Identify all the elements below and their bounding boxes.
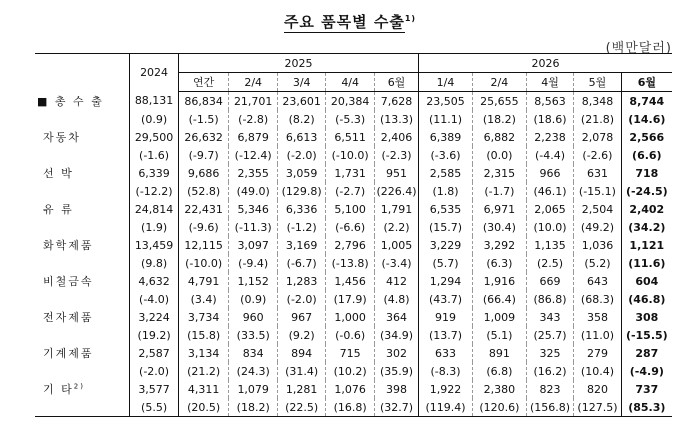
header-year-2026: 2026	[419, 54, 672, 73]
export-value-cell: 1,005	[374, 236, 418, 254]
export-value-cell: 12,115	[178, 236, 229, 254]
growth-rate-cell: (-1.2)	[277, 218, 325, 236]
growth-rate-cell: (-12.4)	[229, 146, 277, 164]
export-value-cell: 6,613	[277, 128, 325, 146]
row-label	[35, 164, 130, 182]
row-label	[35, 236, 130, 254]
export-value-cell: 4,632	[130, 272, 178, 290]
growth-rate-cell: (-2.8)	[229, 110, 277, 128]
growth-rate-cell: (86.8)	[526, 290, 573, 308]
export-value-cell: 4,791	[178, 272, 229, 290]
growth-rate-cell: (-9.4)	[229, 254, 277, 272]
growth-rate-cell: (10.2)	[326, 362, 374, 380]
growth-rate-cell: (11.6)	[621, 254, 672, 272]
export-value-cell: 3,134	[178, 344, 229, 362]
export-value-cell: 22,431	[178, 200, 229, 218]
row-label-text: 기계제품	[43, 347, 94, 360]
export-value-cell: 3,229	[419, 236, 473, 254]
export-value-cell: 24,814	[130, 200, 178, 218]
export-value-cell: 2,402	[621, 200, 672, 218]
growth-rate-cell: (8.2)	[277, 110, 325, 128]
export-value-cell: 343	[526, 308, 573, 326]
growth-rate-cell: (-0.6)	[326, 326, 374, 344]
growth-rate-cell: (1.9)	[130, 218, 178, 236]
growth-rate-cell: (20.5)	[178, 398, 229, 417]
export-value-cell: 715	[326, 344, 374, 362]
row-label-text: 선 박	[43, 167, 74, 180]
growth-rate-cell: (6.3)	[472, 254, 526, 272]
header-q2-2026: 2/4	[472, 73, 526, 92]
header-q1-2026: 1/4	[419, 73, 473, 92]
growth-rate-cell: (5.2)	[574, 254, 621, 272]
export-value-cell: 3,059	[277, 164, 325, 182]
growth-rate-cell: (43.7)	[419, 290, 473, 308]
header-year-2024: 2024	[130, 54, 178, 92]
export-value-cell: 1,791	[374, 200, 418, 218]
row-label-empty	[35, 326, 130, 344]
row-label	[35, 380, 130, 398]
growth-rate-cell: (5.1)	[472, 326, 526, 344]
row-label	[35, 128, 130, 146]
growth-rate-cell: (127.5)	[574, 398, 621, 417]
growth-rate-cell: (14.6)	[621, 110, 672, 128]
export-value-cell: 13,459	[130, 236, 178, 254]
header-jun-2026: 6월	[621, 73, 672, 92]
table-row-value	[35, 128, 672, 146]
growth-rate-cell: (46.1)	[526, 182, 573, 200]
growth-rate-cell: (-1.5)	[178, 110, 229, 128]
export-value-cell: 1,922	[419, 380, 473, 398]
growth-rate-cell: (-13.8)	[326, 254, 374, 272]
export-value-cell: 3,577	[130, 380, 178, 398]
growth-rate-cell: (-10.0)	[178, 254, 229, 272]
header-q2-2025: 2/4	[229, 73, 277, 92]
row-label-footnote: 2)	[73, 382, 85, 391]
growth-rate-cell: (13.7)	[419, 326, 473, 344]
growth-rate-cell: (-4.4)	[526, 146, 573, 164]
export-value-cell: 2,504	[574, 200, 621, 218]
export-value-cell: 3,734	[178, 308, 229, 326]
growth-rate-cell: (-3.6)	[419, 146, 473, 164]
export-value-cell: 1,456	[326, 272, 374, 290]
row-label	[35, 344, 130, 362]
growth-rate-cell: (21.2)	[178, 362, 229, 380]
export-value-cell: 25,655	[472, 92, 526, 111]
export-value-cell: 364	[374, 308, 418, 326]
export-value-cell: 960	[229, 308, 277, 326]
growth-rate-cell: (-9.7)	[178, 146, 229, 164]
table-row-growth	[35, 218, 672, 236]
table-body	[35, 92, 672, 417]
growth-rate-cell: (-1.7)	[472, 182, 526, 200]
export-value-cell: 6,389	[419, 128, 473, 146]
growth-rate-cell: (120.6)	[472, 398, 526, 417]
export-value-cell: 2,355	[229, 164, 277, 182]
table-row-growth	[35, 362, 672, 380]
export-value-cell: 2,587	[130, 344, 178, 362]
export-value-cell: 643	[574, 272, 621, 290]
export-value-cell: 2,380	[472, 380, 526, 398]
row-label-text: 자동차	[43, 131, 81, 144]
growth-rate-cell: (22.5)	[277, 398, 325, 417]
growth-rate-cell: (11.0)	[574, 326, 621, 344]
export-value-cell: 3,224	[130, 308, 178, 326]
table-row-growth	[35, 326, 672, 344]
growth-rate-cell: (10.0)	[526, 218, 573, 236]
table-row-growth	[35, 110, 672, 128]
export-value-cell: 6,879	[229, 128, 277, 146]
growth-rate-cell: (0.9)	[229, 290, 277, 308]
growth-rate-cell: (-2.3)	[374, 146, 418, 164]
growth-rate-cell: (15.7)	[419, 218, 473, 236]
growth-rate-cell: (34.9)	[374, 326, 418, 344]
growth-rate-cell: (-10.0)	[326, 146, 374, 164]
growth-rate-cell: (11.1)	[419, 110, 473, 128]
export-value-cell: 21,701	[229, 92, 277, 111]
table-row-growth	[35, 398, 672, 417]
growth-rate-cell: (119.4)	[419, 398, 473, 417]
growth-rate-cell: (0.9)	[130, 110, 178, 128]
export-value-cell: 669	[526, 272, 573, 290]
export-value-cell: 3,292	[472, 236, 526, 254]
export-value-cell: 4,311	[178, 380, 229, 398]
growth-rate-cell: (-6.6)	[326, 218, 374, 236]
export-value-cell: 8,563	[526, 92, 573, 111]
export-value-cell: 967	[277, 308, 325, 326]
export-value-cell: 6,971	[472, 200, 526, 218]
growth-rate-cell: (9.8)	[130, 254, 178, 272]
row-label-text: 유 류	[43, 203, 74, 216]
growth-rate-cell: (-1.6)	[130, 146, 178, 164]
row-label-empty	[35, 182, 130, 200]
export-value-cell: 7,628	[374, 92, 418, 111]
table-title	[0, 11, 700, 32]
row-label-empty	[35, 110, 130, 128]
growth-rate-cell: (15.8)	[178, 326, 229, 344]
row-label-empty	[35, 398, 130, 417]
row-label-text: 화학제품	[43, 239, 94, 252]
export-value-cell: 1,009	[472, 308, 526, 326]
row-label-empty	[35, 362, 130, 380]
header-year-2025: 2025	[178, 54, 418, 73]
growth-rate-cell: (24.3)	[229, 362, 277, 380]
growth-rate-cell: (5.5)	[130, 398, 178, 417]
growth-rate-cell: (129.8)	[277, 182, 325, 200]
growth-rate-cell: (32.7)	[374, 398, 418, 417]
table-row-value	[35, 272, 672, 290]
table-row-value	[35, 236, 672, 254]
table-row-growth	[35, 254, 672, 272]
export-value-cell: 2,585	[419, 164, 473, 182]
growth-rate-cell: (13.3)	[374, 110, 418, 128]
growth-rate-cell: (-8.3)	[419, 362, 473, 380]
export-value-cell: 1,281	[277, 380, 325, 398]
export-value-cell: 2,406	[374, 128, 418, 146]
export-value-cell: 6,882	[472, 128, 526, 146]
growth-rate-cell: (25.7)	[526, 326, 573, 344]
header-jun-2025: 6월	[374, 73, 418, 92]
export-value-cell: 1,731	[326, 164, 374, 182]
row-label-text: 비철금속	[43, 275, 94, 288]
growth-rate-cell: (-2.0)	[130, 362, 178, 380]
header-may-2026: 5월	[574, 73, 621, 92]
growth-rate-cell: (6.6)	[621, 146, 672, 164]
growth-rate-cell: (66.4)	[472, 290, 526, 308]
growth-rate-cell: (-2.6)	[574, 146, 621, 164]
header-q3-2025: 3/4	[277, 73, 325, 92]
growth-rate-cell: (16.8)	[326, 398, 374, 417]
export-value-cell: 919	[419, 308, 473, 326]
export-value-cell: 3,169	[277, 236, 325, 254]
growth-rate-cell: (2.5)	[526, 254, 573, 272]
growth-rate-cell: (-5.3)	[326, 110, 374, 128]
growth-rate-cell: (35.9)	[374, 362, 418, 380]
growth-rate-cell: (-15.5)	[621, 326, 672, 344]
growth-rate-cell: (6.8)	[472, 362, 526, 380]
export-value-cell: 2,315	[472, 164, 526, 182]
export-value-cell: 1,135	[526, 236, 573, 254]
export-value-cell: 1,152	[229, 272, 277, 290]
row-label-text: ■ 총 수 출	[37, 94, 104, 108]
growth-rate-cell: (31.4)	[277, 362, 325, 380]
growth-rate-cell: (18.6)	[526, 110, 573, 128]
row-label	[35, 308, 130, 326]
row-label	[35, 272, 130, 290]
row-label	[35, 200, 130, 218]
header-apr-2026: 4월	[526, 73, 573, 92]
growth-rate-cell: (-15.1)	[574, 182, 621, 200]
table-row-value	[35, 164, 672, 182]
row-label-text: 전자제품	[43, 311, 94, 324]
export-value-cell: 2,796	[326, 236, 374, 254]
row-label	[35, 92, 130, 111]
export-value-cell: 1,000	[326, 308, 374, 326]
export-value-cell: 26,632	[178, 128, 229, 146]
export-value-cell: 737	[621, 380, 672, 398]
header-q4-2025: 4/4	[326, 73, 374, 92]
growth-rate-cell: (-9.6)	[178, 218, 229, 236]
export-value-cell: 29,500	[130, 128, 178, 146]
growth-rate-cell: (-6.7)	[277, 254, 325, 272]
growth-rate-cell: (68.3)	[574, 290, 621, 308]
unit-label: (백만달러)	[605, 41, 672, 56]
table-row-value	[35, 308, 672, 326]
export-value-cell: 8,744	[621, 92, 672, 111]
export-value-cell: 823	[526, 380, 573, 398]
growth-rate-cell: (16.2)	[526, 362, 573, 380]
export-value-cell: 325	[526, 344, 573, 362]
export-value-cell: 604	[621, 272, 672, 290]
growth-rate-cell: (33.5)	[229, 326, 277, 344]
table-row-value	[35, 344, 672, 362]
export-value-cell: 287	[621, 344, 672, 362]
export-value-cell: 6,511	[326, 128, 374, 146]
export-value-cell: 302	[374, 344, 418, 362]
export-value-cell: 631	[574, 164, 621, 182]
growth-rate-cell: (-4.0)	[130, 290, 178, 308]
export-value-cell: 3,097	[229, 236, 277, 254]
export-value-cell: 891	[472, 344, 526, 362]
growth-rate-cell: (3.4)	[178, 290, 229, 308]
export-value-cell: 2,566	[621, 128, 672, 146]
table-row-value	[35, 200, 672, 218]
growth-rate-cell: (-3.4)	[374, 254, 418, 272]
export-value-cell: 1,294	[419, 272, 473, 290]
growth-rate-cell: (-12.2)	[130, 182, 178, 200]
export-value-cell: 2,065	[526, 200, 573, 218]
export-value-cell: 951	[374, 164, 418, 182]
export-value-cell: 5,100	[326, 200, 374, 218]
export-value-cell: 966	[526, 164, 573, 182]
growth-rate-cell: (-11.3)	[229, 218, 277, 236]
row-label-empty	[35, 218, 130, 236]
export-value-cell: 1,036	[574, 236, 621, 254]
growth-rate-cell: (10.4)	[574, 362, 621, 380]
export-value-cell: 1,916	[472, 272, 526, 290]
export-value-cell: 20,384	[326, 92, 374, 111]
growth-rate-cell: (46.8)	[621, 290, 672, 308]
export-value-cell: 1,079	[229, 380, 277, 398]
table-row-growth	[35, 146, 672, 164]
export-value-cell: 412	[374, 272, 418, 290]
export-value-cell: 6,336	[277, 200, 325, 218]
export-value-cell: 23,505	[419, 92, 473, 111]
export-value-cell: 834	[229, 344, 277, 362]
export-value-cell: 718	[621, 164, 672, 182]
growth-rate-cell: (2.2)	[374, 218, 418, 236]
growth-rate-cell: (5.7)	[419, 254, 473, 272]
export-value-cell: 5,346	[229, 200, 277, 218]
export-value-cell: 279	[574, 344, 621, 362]
export-value-cell: 86,834	[178, 92, 229, 111]
header-annual: 연간	[178, 73, 229, 92]
growth-rate-cell: (9.2)	[277, 326, 325, 344]
growth-rate-cell: (85.3)	[621, 398, 672, 417]
export-value-cell: 1,076	[326, 380, 374, 398]
growth-rate-cell: (-2.0)	[277, 146, 325, 164]
table-row-growth	[35, 290, 672, 308]
export-value-cell: 308	[621, 308, 672, 326]
growth-rate-cell: (17.9)	[326, 290, 374, 308]
export-value-cell: 894	[277, 344, 325, 362]
growth-rate-cell: (49.2)	[574, 218, 621, 236]
growth-rate-cell: (18.2)	[472, 110, 526, 128]
export-value-cell: 6,339	[130, 164, 178, 182]
growth-rate-cell: (21.8)	[574, 110, 621, 128]
export-value-cell: 23,601	[277, 92, 325, 111]
export-value-cell: 6,535	[419, 200, 473, 218]
export-value-cell: 88,131	[130, 92, 178, 111]
export-value-cell: 1,121	[621, 236, 672, 254]
growth-rate-cell: (226.4)	[374, 182, 418, 200]
export-value-cell: 633	[419, 344, 473, 362]
growth-rate-cell: (-24.5)	[621, 182, 672, 200]
growth-rate-cell: (-2.7)	[326, 182, 374, 200]
title-footnote-marker: 1)	[404, 14, 417, 23]
export-value-cell: 2,078	[574, 128, 621, 146]
growth-rate-cell: (18.2)	[229, 398, 277, 417]
export-value-cell: 820	[574, 380, 621, 398]
growth-rate-cell: (52.8)	[178, 182, 229, 200]
row-label-empty	[35, 254, 130, 272]
growth-rate-cell: (0.0)	[472, 146, 526, 164]
export-value-cell: 1,283	[277, 272, 325, 290]
table-row-value	[35, 380, 672, 398]
growth-rate-cell: (1.8)	[419, 182, 473, 200]
export-value-cell: 8,348	[574, 92, 621, 111]
export-value-cell: 9,686	[178, 164, 229, 182]
export-value-cell: 358	[574, 308, 621, 326]
table-row-growth	[35, 182, 672, 200]
growth-rate-cell: (156.8)	[526, 398, 573, 417]
growth-rate-cell: (19.2)	[130, 326, 178, 344]
header-item-corner	[35, 54, 130, 92]
row-label-empty	[35, 290, 130, 308]
growth-rate-cell: (30.4)	[472, 218, 526, 236]
growth-rate-cell: (4.8)	[374, 290, 418, 308]
growth-rate-cell: (49.0)	[229, 182, 277, 200]
growth-rate-cell: (-2.0)	[277, 290, 325, 308]
growth-rate-cell: (34.2)	[621, 218, 672, 236]
export-value-cell: 2,238	[526, 128, 573, 146]
table-row-value	[35, 92, 672, 111]
export-value-cell: 398	[374, 380, 418, 398]
title-text: 주요 품목별 수출	[283, 13, 405, 31]
row-label-text: 기 타	[43, 383, 74, 396]
row-label-empty	[35, 146, 130, 164]
growth-rate-cell: (-4.9)	[621, 362, 672, 380]
export-table	[35, 53, 672, 417]
